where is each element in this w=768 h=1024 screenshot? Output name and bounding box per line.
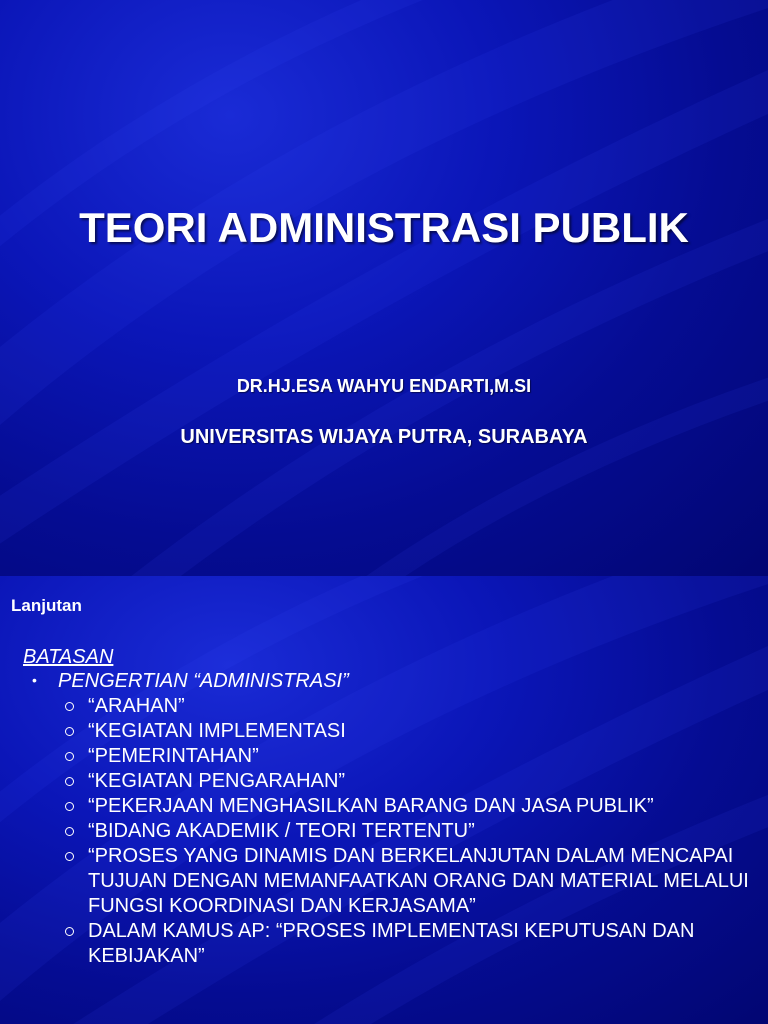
list-item (62, 719, 762, 744)
section-label: BATASAN (23, 646, 114, 668)
list-item (62, 844, 762, 919)
list-item (62, 769, 762, 794)
definition-list (62, 694, 762, 969)
slide-heading: Lanjutan (11, 596, 82, 615)
list-item (62, 744, 762, 769)
university-name: UNIVERSITAS WIJAYA PUTRA, SURABAYA (180, 426, 588, 448)
circle-bullet-icon (65, 777, 74, 786)
bullet-icon: • (32, 672, 37, 688)
circle-bullet-icon (65, 752, 74, 761)
bullet-item (32, 670, 349, 693)
list-item-text: “KEGIATAN PENGARAHAN” (88, 770, 346, 792)
slide-title: TEORI ADMINISTRASI PUBLIK (79, 204, 689, 251)
list-item-text: “PEKERJAAN MENGHASILKAN BARANG DAN JASA PUBLIK” (88, 795, 654, 817)
circle-bullet-icon (65, 852, 74, 861)
bullet-text: PENGERTIAN “ADMINISTRASI” (58, 670, 349, 692)
list-item (62, 794, 762, 819)
circle-bullet-icon (65, 927, 74, 936)
list-item (62, 919, 762, 969)
circle-bullet-icon (65, 802, 74, 811)
content-slide (0, 576, 768, 1024)
list-item-text: “PEMERINTAHAN” (88, 745, 259, 767)
list-item-text: DALAM KAMUS AP: “PROSES IMPLEMENTASI KEPUTUSAN DAN KEBIJAKAN” (88, 920, 695, 967)
list-item (62, 694, 762, 719)
list-item-text: “PROSES YANG DINAMIS DAN BERKELANJUTAN DALAM MENCAPAI TUJUAN DENGAN MEMANFAATKAN ORANG DAN MATERIAL MELALUI FUNGSI KOORDINASI DAN KERJASAMA” (88, 845, 749, 917)
circle-bullet-icon (65, 827, 74, 836)
circle-bullet-icon (65, 702, 74, 711)
list-item (62, 819, 762, 844)
list-item-text: “ARAHAN” (88, 695, 185, 717)
list-item-text: “KEGIATAN IMPLEMENTASI (88, 720, 346, 742)
list-item-text: “BIDANG AKADEMIK / TEORI TERTENTU” (88, 820, 475, 842)
author-name: DR.HJ.ESA WAHYU ENDARTI,M.SI (236, 376, 532, 396)
circle-bullet-icon (65, 727, 74, 736)
